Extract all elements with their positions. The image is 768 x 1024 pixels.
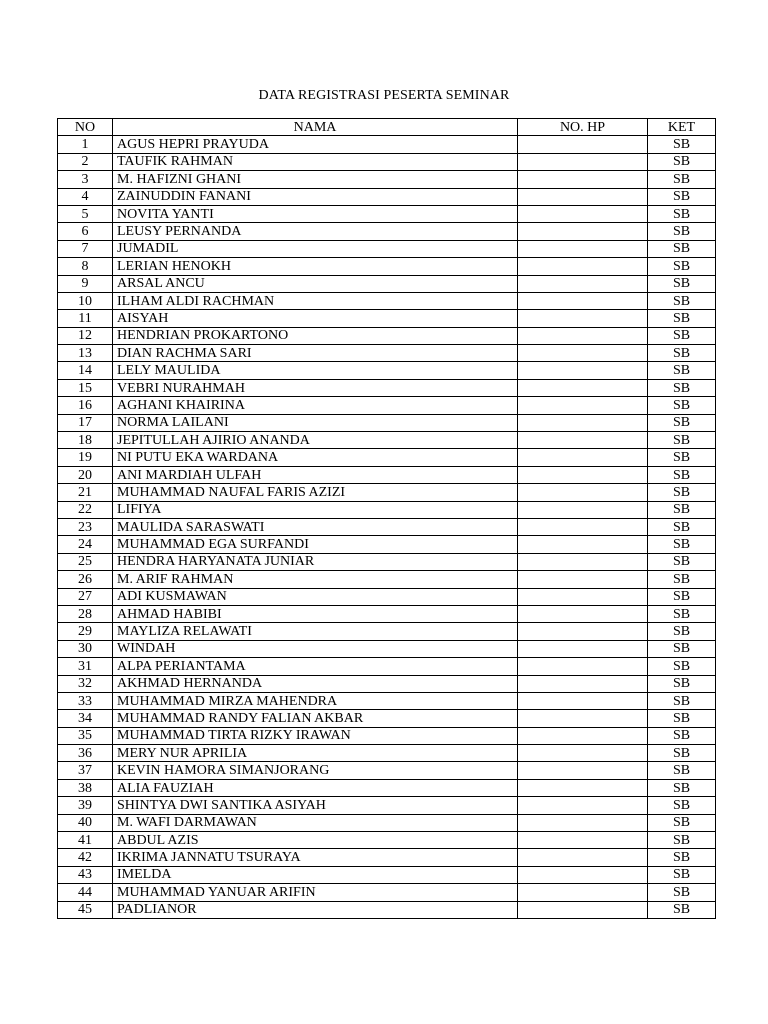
cell-ket: SB (648, 675, 716, 692)
cell-hp (518, 275, 648, 292)
table-row (58, 414, 716, 431)
cell-ket: SB (648, 901, 716, 918)
cell-no: 41 (58, 832, 113, 849)
cell-no: 31 (58, 658, 113, 675)
cell-no: 35 (58, 727, 113, 744)
cell-hp (518, 484, 648, 501)
cell-hp (518, 536, 648, 553)
cell-hp (518, 762, 648, 779)
cell-ket: SB (648, 866, 716, 883)
cell-no: 14 (58, 362, 113, 379)
cell-hp (518, 658, 648, 675)
table-row (58, 745, 716, 762)
cell-ket: SB (648, 379, 716, 396)
cell-hp (518, 605, 648, 622)
cell-ket: SB (648, 605, 716, 622)
cell-nama: KEVIN HAMORA SIMANJORANG (113, 762, 518, 779)
cell-nama: ALIA FAUZIAH (113, 779, 518, 796)
cell-no: 21 (58, 484, 113, 501)
cell-nama: MUHAMMAD YANUAR ARIFIN (113, 884, 518, 901)
cell-nama: PADLIANOR (113, 901, 518, 918)
cell-ket: SB (648, 345, 716, 362)
cell-ket: SB (648, 153, 716, 170)
table-row (58, 866, 716, 883)
cell-nama: NORMA LAILANI (113, 414, 518, 431)
cell-ket: SB (648, 623, 716, 640)
cell-hp (518, 553, 648, 570)
cell-ket: SB (648, 188, 716, 205)
cell-hp (518, 379, 648, 396)
cell-no: 45 (58, 901, 113, 918)
table-row (58, 205, 716, 222)
cell-ket: SB (648, 553, 716, 570)
cell-hp (518, 814, 648, 831)
cell-nama: LELY MAULIDA (113, 362, 518, 379)
registration-table (57, 118, 716, 919)
cell-ket: SB (648, 832, 716, 849)
cell-nama: ILHAM ALDI RACHMAN (113, 292, 518, 309)
cell-no: 38 (58, 779, 113, 796)
table-row (58, 449, 716, 466)
cell-ket: SB (648, 327, 716, 344)
table-header-row (58, 119, 716, 136)
cell-ket: SB (648, 588, 716, 605)
cell-no: 7 (58, 240, 113, 257)
cell-nama: HENDRA HARYANATA JUNIAR (113, 553, 518, 570)
table-row (58, 692, 716, 709)
table-row (58, 536, 716, 553)
cell-no: 4 (58, 188, 113, 205)
table-row (58, 814, 716, 831)
cell-nama: ABDUL AZIS (113, 832, 518, 849)
cell-hp (518, 832, 648, 849)
cell-hp (518, 518, 648, 535)
cell-nama: JEPITULLAH AJIRIO ANANDA (113, 432, 518, 449)
table-row (58, 779, 716, 796)
cell-hp (518, 223, 648, 240)
cell-ket: SB (648, 275, 716, 292)
cell-hp (518, 571, 648, 588)
cell-hp (518, 866, 648, 883)
table-row (58, 727, 716, 744)
cell-nama: IKRIMA JANNATU TSURAYA (113, 849, 518, 866)
cell-hp (518, 727, 648, 744)
cell-no: 24 (58, 536, 113, 553)
cell-hp (518, 501, 648, 518)
cell-ket: SB (648, 779, 716, 796)
cell-no: 16 (58, 397, 113, 414)
cell-hp (518, 466, 648, 483)
cell-ket: SB (648, 518, 716, 535)
cell-nama: SHINTYA DWI SANTIKA ASIYAH (113, 797, 518, 814)
cell-hp (518, 797, 648, 814)
table-row (58, 710, 716, 727)
cell-no: 18 (58, 432, 113, 449)
table-row (58, 484, 716, 501)
cell-hp (518, 345, 648, 362)
cell-hp (518, 432, 648, 449)
cell-hp (518, 692, 648, 709)
cell-hp (518, 414, 648, 431)
table-row (58, 501, 716, 518)
cell-ket: SB (648, 414, 716, 431)
cell-no: 2 (58, 153, 113, 170)
table-row (58, 901, 716, 918)
cell-nama: JUMADIL (113, 240, 518, 257)
cell-nama: ADI KUSMAWAN (113, 588, 518, 605)
cell-nama: AGUS HEPRI PRAYUDA (113, 136, 518, 153)
cell-hp (518, 901, 648, 918)
cell-ket: SB (648, 849, 716, 866)
header-no: NO (58, 119, 113, 136)
cell-nama: MUHAMMAD NAUFAL FARIS AZIZI (113, 484, 518, 501)
cell-no: 40 (58, 814, 113, 831)
table-row (58, 188, 716, 205)
table-body (58, 136, 716, 919)
header-nama: NAMA (113, 119, 518, 136)
cell-nama: MAYLIZA RELAWATI (113, 623, 518, 640)
cell-no: 8 (58, 258, 113, 275)
cell-no: 33 (58, 692, 113, 709)
table-row (58, 832, 716, 849)
cell-ket: SB (648, 136, 716, 153)
cell-nama: VEBRI NURAHMAH (113, 379, 518, 396)
header-ket: KET (648, 119, 716, 136)
cell-nama: MUHAMMAD TIRTA RIZKY IRAWAN (113, 727, 518, 744)
cell-hp (518, 710, 648, 727)
cell-no: 11 (58, 310, 113, 327)
cell-ket: SB (648, 397, 716, 414)
cell-no: 37 (58, 762, 113, 779)
cell-nama: MUHAMMAD MIRZA MAHENDRA (113, 692, 518, 709)
cell-nama: HENDRIAN PROKARTONO (113, 327, 518, 344)
cell-no: 30 (58, 640, 113, 657)
table-row (58, 571, 716, 588)
cell-hp (518, 292, 648, 309)
cell-nama: IMELDA (113, 866, 518, 883)
cell-nama: NOVITA YANTI (113, 205, 518, 222)
cell-ket: SB (648, 292, 716, 309)
cell-hp (518, 136, 648, 153)
cell-no: 13 (58, 345, 113, 362)
cell-nama: MUHAMMAD RANDY FALIAN AKBAR (113, 710, 518, 727)
cell-no: 10 (58, 292, 113, 309)
cell-nama: M. WAFI DARMAWAN (113, 814, 518, 831)
cell-ket: SB (648, 710, 716, 727)
cell-nama: M. HAFIZNI GHANI (113, 171, 518, 188)
cell-hp (518, 745, 648, 762)
cell-hp (518, 779, 648, 796)
cell-no: 23 (58, 518, 113, 535)
cell-hp (518, 258, 648, 275)
cell-no: 42 (58, 849, 113, 866)
cell-hp (518, 171, 648, 188)
table-row (58, 605, 716, 622)
cell-nama: AHMAD HABIBI (113, 605, 518, 622)
cell-nama: LEUSY PERNANDA (113, 223, 518, 240)
table-row (58, 362, 716, 379)
table-row (58, 797, 716, 814)
cell-ket: SB (648, 692, 716, 709)
cell-ket: SB (648, 466, 716, 483)
cell-ket: SB (648, 449, 716, 466)
cell-nama: ANI MARDIAH ULFAH (113, 466, 518, 483)
cell-hp (518, 327, 648, 344)
cell-hp (518, 362, 648, 379)
cell-ket: SB (648, 205, 716, 222)
cell-hp (518, 240, 648, 257)
table-row (58, 327, 716, 344)
cell-nama: MAULIDA SARASWATI (113, 518, 518, 535)
table-row (58, 884, 716, 901)
table-row (58, 658, 716, 675)
cell-ket: SB (648, 571, 716, 588)
cell-no: 9 (58, 275, 113, 292)
cell-nama: ZAINUDDIN FANANI (113, 188, 518, 205)
cell-no: 22 (58, 501, 113, 518)
header-hp: NO. HP (518, 119, 648, 136)
cell-hp (518, 640, 648, 657)
cell-hp (518, 849, 648, 866)
table-row (58, 153, 716, 170)
cell-no: 28 (58, 605, 113, 622)
cell-no: 26 (58, 571, 113, 588)
table-row (58, 379, 716, 396)
cell-no: 44 (58, 884, 113, 901)
cell-no: 6 (58, 223, 113, 240)
cell-no: 19 (58, 449, 113, 466)
table-row (58, 345, 716, 362)
cell-hp (518, 397, 648, 414)
cell-no: 3 (58, 171, 113, 188)
cell-ket: SB (648, 432, 716, 449)
cell-no: 15 (58, 379, 113, 396)
table-row (58, 240, 716, 257)
table-row (58, 292, 716, 309)
cell-hp (518, 623, 648, 640)
cell-no: 12 (58, 327, 113, 344)
table-row (58, 397, 716, 414)
cell-nama: ARSAL ANCU (113, 275, 518, 292)
cell-ket: SB (648, 171, 716, 188)
cell-no: 20 (58, 466, 113, 483)
cell-nama: MUHAMMAD EGA SURFANDI (113, 536, 518, 553)
cell-no: 39 (58, 797, 113, 814)
cell-no: 25 (58, 553, 113, 570)
cell-no: 43 (58, 866, 113, 883)
cell-ket: SB (648, 536, 716, 553)
table-row (58, 432, 716, 449)
table-row (58, 275, 716, 292)
cell-hp (518, 205, 648, 222)
cell-hp (518, 588, 648, 605)
table-row (58, 762, 716, 779)
cell-no: 34 (58, 710, 113, 727)
cell-ket: SB (648, 258, 716, 275)
table-row (58, 518, 716, 535)
table-row (58, 310, 716, 327)
table-row (58, 223, 716, 240)
cell-ket: SB (648, 814, 716, 831)
table-row (58, 466, 716, 483)
cell-hp (518, 310, 648, 327)
cell-no: 36 (58, 745, 113, 762)
cell-nama: AISYAH (113, 310, 518, 327)
cell-no: 1 (58, 136, 113, 153)
cell-nama: ALPA PERIANTAMA (113, 658, 518, 675)
cell-ket: SB (648, 484, 716, 501)
cell-hp (518, 153, 648, 170)
cell-nama: NI PUTU EKA WARDANA (113, 449, 518, 466)
cell-ket: SB (648, 362, 716, 379)
cell-no: 27 (58, 588, 113, 605)
table-row (58, 640, 716, 657)
cell-ket: SB (648, 501, 716, 518)
cell-nama: WINDAH (113, 640, 518, 657)
cell-no: 17 (58, 414, 113, 431)
cell-ket: SB (648, 310, 716, 327)
table-row (58, 849, 716, 866)
cell-hp (518, 884, 648, 901)
table-row (58, 623, 716, 640)
table-row (58, 258, 716, 275)
cell-nama: MERY NUR APRILIA (113, 745, 518, 762)
cell-ket: SB (648, 797, 716, 814)
cell-nama: M. ARIF RAHMAN (113, 571, 518, 588)
cell-ket: SB (648, 884, 716, 901)
cell-ket: SB (648, 240, 716, 257)
cell-no: 5 (58, 205, 113, 222)
cell-ket: SB (648, 658, 716, 675)
cell-nama: TAUFIK RAHMAN (113, 153, 518, 170)
cell-nama: LIFIYA (113, 501, 518, 518)
cell-ket: SB (648, 745, 716, 762)
cell-nama: DIAN RACHMA SARI (113, 345, 518, 362)
cell-ket: SB (648, 223, 716, 240)
table-row (58, 675, 716, 692)
cell-ket: SB (648, 640, 716, 657)
cell-ket: SB (648, 727, 716, 744)
cell-nama: LERIAN HENOKH (113, 258, 518, 275)
cell-hp (518, 188, 648, 205)
cell-no: 29 (58, 623, 113, 640)
table-row (58, 136, 716, 153)
cell-nama: AGHANI KHAIRINA (113, 397, 518, 414)
cell-hp (518, 449, 648, 466)
cell-nama: AKHMAD HERNANDA (113, 675, 518, 692)
cell-ket: SB (648, 762, 716, 779)
document-title: DATA REGISTRASI PESERTA SEMINAR (258, 88, 510, 103)
table-row (58, 588, 716, 605)
table-row (58, 171, 716, 188)
cell-hp (518, 675, 648, 692)
cell-no: 32 (58, 675, 113, 692)
table-row (58, 553, 716, 570)
